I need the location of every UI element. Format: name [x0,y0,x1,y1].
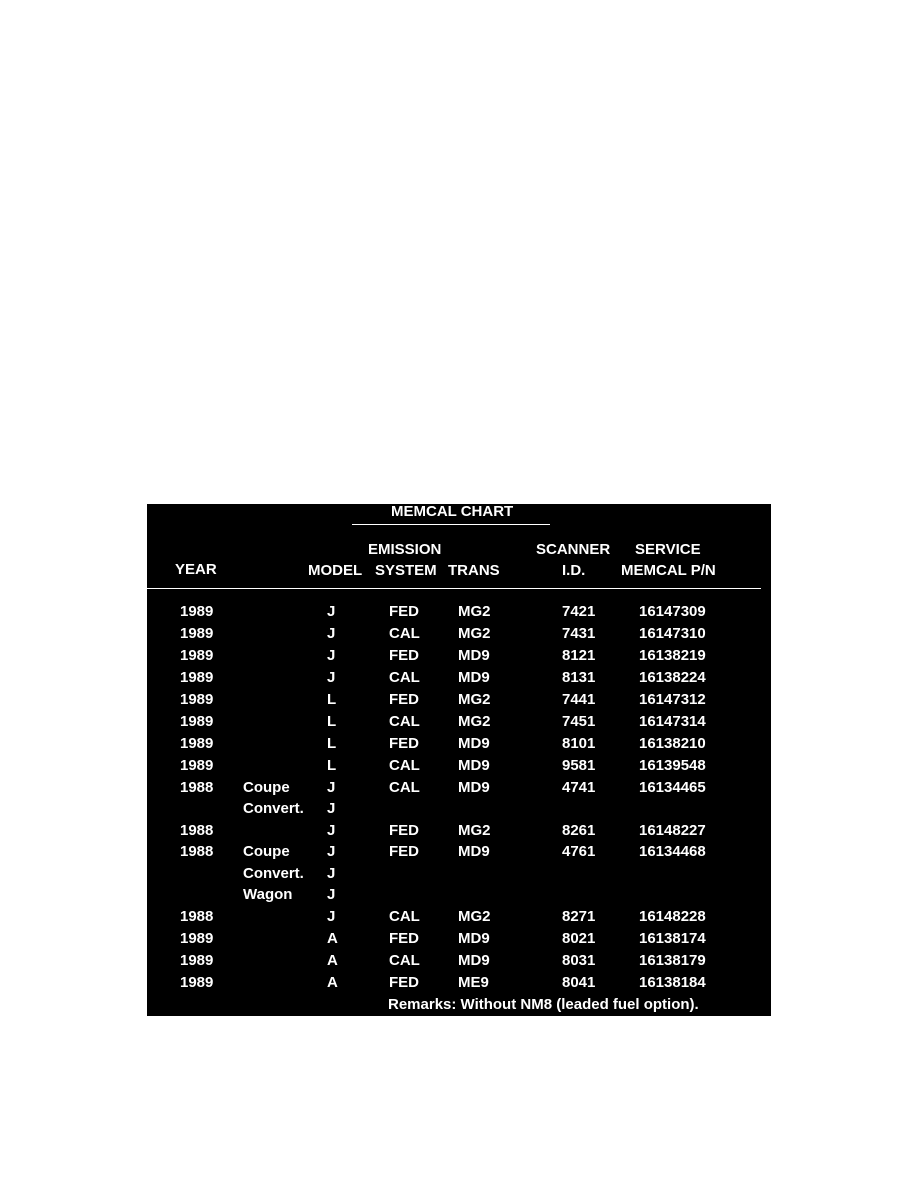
cell-model: J [327,603,336,620]
header-emission: EMISSION [368,541,442,558]
cell-trans: MG2 [458,822,491,839]
cell-year: 1989 [180,603,214,620]
cell-model: J [327,669,336,686]
cell-emission: CAL [389,669,420,686]
cell-scanner-id: 8041 [562,974,596,991]
header-memcal-pn: MEMCAL P/N [621,562,716,579]
cell-trans: MG2 [458,625,491,642]
cell-model: L [327,691,337,708]
cell-emission: FED [389,930,419,947]
cell-emission: CAL [389,952,420,969]
cell-scanner-id: 4741 [562,779,596,796]
cell-emission: CAL [389,779,420,796]
cell-memcal-pn: 16138184 [639,974,706,991]
cell-memcal-pn: 16134465 [639,779,706,796]
cell-body-style: Wagon [243,886,293,903]
cell-trans: MD9 [458,952,490,969]
header-service: SERVICE [635,541,701,558]
cell-emission: FED [389,603,419,620]
cell-scanner-id: 7451 [562,713,596,730]
cell-year: 1989 [180,647,214,664]
cell-body-style: Convert. [243,800,304,817]
cell-model: J [327,865,336,882]
memcal-chart [147,504,771,1016]
cell-memcal-pn: 16134468 [639,843,706,860]
cell-model: J [327,647,336,664]
cell-memcal-pn: 16148228 [639,908,706,925]
header-divider [147,588,761,589]
cell-trans: MG2 [458,713,491,730]
cell-trans: MD9 [458,647,490,664]
title-underline [352,524,550,525]
cell-model: J [327,822,336,839]
cell-memcal-pn: 16138179 [639,952,706,969]
cell-trans: MD9 [458,757,490,774]
cell-emission: CAL [389,713,420,730]
cell-trans: MD9 [458,669,490,686]
cell-trans: MG2 [458,603,491,620]
cell-memcal-pn: 16147314 [639,713,706,730]
cell-emission: FED [389,843,419,860]
cell-trans: MD9 [458,930,490,947]
cell-year: 1989 [180,757,214,774]
cell-memcal-pn: 16148227 [639,822,706,839]
cell-year: 1988 [180,908,214,925]
cell-memcal-pn: 16138174 [639,930,706,947]
cell-year: 1989 [180,691,214,708]
remarks: Remarks: Without NM8 (leaded fuel option). [388,996,699,1013]
cell-scanner-id: 8101 [562,735,596,752]
cell-model: L [327,757,337,774]
cell-body-style: Convert. [243,865,304,882]
cell-emission: CAL [389,908,420,925]
cell-year: 1989 [180,974,214,991]
cell-trans: MD9 [458,843,490,860]
cell-year: 1988 [180,843,214,860]
header-id: I.D. [562,562,586,579]
cell-scanner-id: 7421 [562,603,596,620]
cell-emission: FED [389,691,419,708]
cell-model: J [327,908,336,925]
cell-year: 1988 [180,822,214,839]
cell-model: L [327,735,337,752]
header-system: SYSTEM [375,562,437,579]
chart-title: MEMCAL CHART [391,503,514,520]
cell-model: J [327,625,336,642]
cell-scanner-id: 4761 [562,843,596,860]
cell-scanner-id: 8131 [562,669,596,686]
cell-year: 1989 [180,930,214,947]
cell-model: J [327,886,336,903]
cell-year: 1989 [180,625,214,642]
cell-year: 1989 [180,669,214,686]
cell-trans: ME9 [458,974,489,991]
cell-scanner-id: 8031 [562,952,596,969]
header-trans: TRANS [448,562,500,579]
cell-scanner-id: 7441 [562,691,596,708]
cell-scanner-id: 7431 [562,625,596,642]
cell-memcal-pn: 16147309 [639,603,706,620]
cell-memcal-pn: 16138219 [639,647,706,664]
cell-scanner-id: 8021 [562,930,596,947]
cell-scanner-id: 8121 [562,647,596,664]
cell-memcal-pn: 16147310 [639,625,706,642]
cell-year: 1989 [180,952,214,969]
header-model: MODEL [308,562,363,579]
cell-emission: FED [389,974,419,991]
cell-model: A [327,952,338,969]
cell-emission: CAL [389,625,420,642]
cell-year: 1989 [180,735,214,752]
cell-emission: CAL [389,757,420,774]
cell-model: J [327,779,336,796]
cell-trans: MG2 [458,908,491,925]
cell-emission: FED [389,647,419,664]
cell-trans: MG2 [458,691,491,708]
cell-memcal-pn: 16138224 [639,669,706,686]
cell-scanner-id: 8261 [562,822,596,839]
cell-memcal-pn: 16139548 [639,757,706,774]
cell-year: 1989 [180,713,214,730]
cell-year: 1988 [180,779,214,796]
cell-model: A [327,974,338,991]
cell-model: A [327,930,338,947]
cell-scanner-id: 8271 [562,908,596,925]
cell-emission: FED [389,822,419,839]
cell-emission: FED [389,735,419,752]
header-scanner: SCANNER [536,541,611,558]
header-year: YEAR [175,561,217,578]
cell-body-style: Coupe [243,779,290,796]
cell-memcal-pn: 16138210 [639,735,706,752]
cell-model: J [327,800,336,817]
cell-scanner-id: 9581 [562,757,596,774]
cell-model: J [327,843,336,860]
cell-body-style: Coupe [243,843,290,860]
cell-trans: MD9 [458,735,490,752]
cell-trans: MD9 [458,779,490,796]
cell-memcal-pn: 16147312 [639,691,706,708]
cell-model: L [327,713,337,730]
